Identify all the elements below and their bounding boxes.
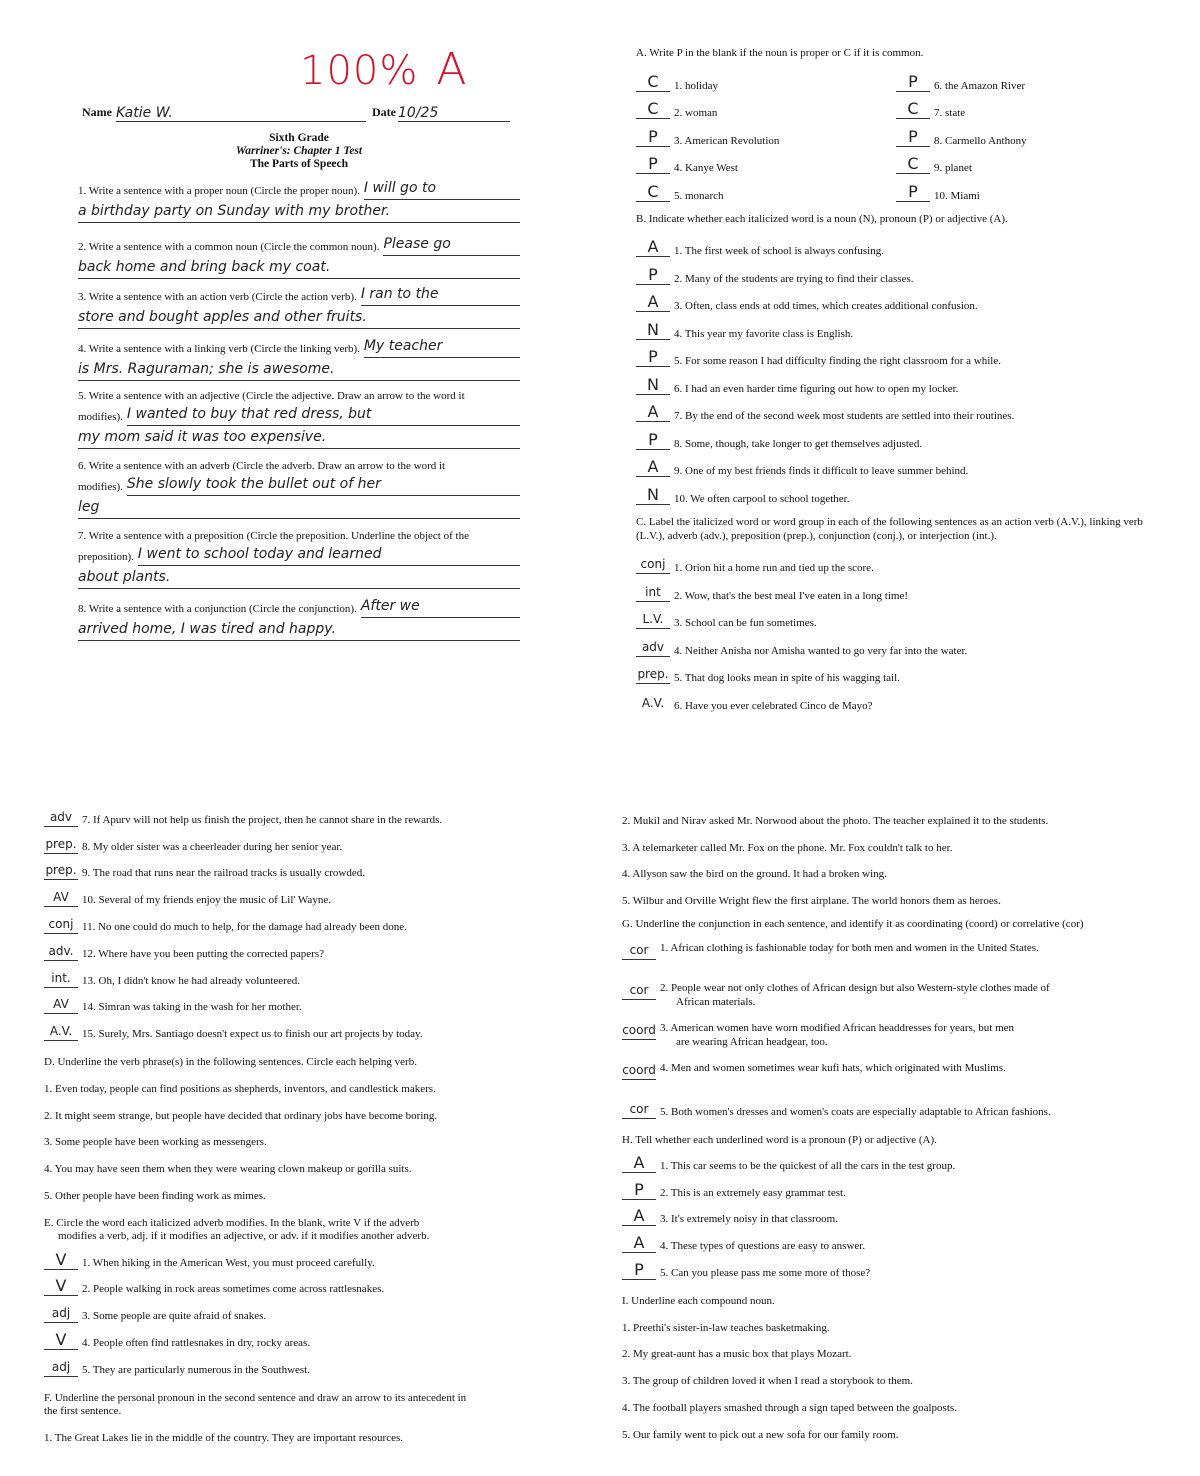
answer-blank[interactable]: P: [636, 155, 670, 174]
name-label: Name: [82, 105, 112, 119]
answer-blank[interactable]: V: [44, 1331, 78, 1350]
question-3: [78, 283, 520, 306]
test-title: [78, 132, 520, 171]
item-text: 6. Have you ever celebrated Cinco de Mayo?: [674, 699, 873, 712]
list-item: [636, 422, 1156, 450]
list-item: 3. A telemarketer called Mr. Fox on the phone. Mr. Fox couldn't talk to her.: [622, 841, 953, 854]
question-prompt-cont: modifies).: [78, 481, 123, 493]
list-item: [44, 827, 544, 854]
item-text: 15. Surely, Mrs. Santiago doesn't expect us to finish our art projects by today.: [82, 1028, 423, 1041]
answer-blank[interactable]: P: [896, 128, 930, 147]
name-date-row: [78, 96, 520, 126]
answer-blank[interactable]: int: [636, 583, 670, 602]
list-item: 4. Allyson saw the bird on the ground. It had a broken wing.: [622, 868, 887, 881]
list-item: [44, 1350, 544, 1377]
answer-blank[interactable]: P: [622, 1181, 656, 1200]
answer-line[interactable]: She slowly took the bullet out of her: [127, 473, 520, 496]
answer-line[interactable]: leg: [78, 496, 520, 519]
answer-blank[interactable]: P: [896, 183, 930, 202]
item-text: 5. Can you please pass me some more of those?: [660, 1266, 871, 1279]
item-text: 8. Carmello Anthony: [934, 134, 1027, 147]
date-field[interactable]: 10/25: [398, 105, 510, 122]
item-text: 2. People wear not only clothes of African design but also Western-style clothes made of: [660, 982, 1050, 995]
answer-blank[interactable]: AV: [44, 995, 78, 1014]
item-text: 9. One of my best friends finds it difficult to leave summer behind.: [674, 465, 969, 477]
answer-blank[interactable]: cor: [622, 981, 656, 1000]
question-6: [78, 473, 520, 496]
item-text: 3. School can be fun sometimes.: [674, 617, 817, 629]
item-text: 4. Kanye West: [674, 162, 738, 174]
list-item: 2. My great-aunt has a music box that plays Mozart.: [622, 1348, 852, 1361]
answer-blank[interactable]: A: [636, 293, 670, 312]
answer-line[interactable]: a birthday party on Sunday with my brother.: [78, 200, 520, 223]
list-item: [896, 119, 1156, 147]
list-item: [636, 92, 896, 120]
item-text: 12. Where have you been putting the corrected papers?: [82, 947, 324, 960]
list-item: [636, 477, 1156, 505]
list-item: [622, 1253, 1162, 1280]
item-text: 9. The road that runs near the railroad tracks is usually crowded.: [82, 867, 365, 880]
question-prompt-cont: preposition).: [78, 551, 134, 563]
list-item: [44, 961, 544, 988]
item-text: 2. People walking in rock areas sometimes come across rattlesnakes.: [82, 1283, 385, 1296]
answer-blank[interactable]: coord: [622, 1061, 656, 1080]
question-prompt: 2. Write a sentence with a common noun (Circle the common noun).: [78, 241, 380, 253]
grade-letter: A: [436, 44, 468, 95]
item-text: 5. Both women's dresses and women's coats are especially adaptable to African fashions.: [660, 1106, 1051, 1119]
list-item: [636, 174, 896, 202]
item-text: 3. Some people are quite afraid of snakes.: [82, 1310, 267, 1323]
item-text: 14. Simran was taking in the wash for her mother.: [82, 1001, 302, 1014]
question-1: [78, 177, 520, 200]
item-text-cont: African materials.: [676, 996, 756, 1009]
list-item: [636, 119, 896, 147]
answer-line[interactable]: I will go to: [364, 177, 520, 200]
answer-line[interactable]: is Mrs. Raguraman; she is awesome.: [78, 358, 520, 381]
list-item: [44, 988, 544, 1015]
section-i-heading: I. Underline each compound noun.: [622, 1294, 775, 1307]
question-5: [78, 403, 520, 426]
list-item: 2. It might seem strange, but people have decided that ordinary jobs have become boring.: [44, 1109, 438, 1122]
list-item: [636, 230, 1156, 258]
title-grade: Sixth Grade: [269, 132, 329, 144]
question-prompt: 7. Write a sentence with a preposition (Circle the preposition. Underline the object of the: [78, 530, 469, 542]
section-a-right: [896, 64, 1156, 202]
answer-blank[interactable]: P: [636, 431, 670, 450]
answer-blank[interactable]: A.V.: [641, 695, 665, 710]
item-text: 5. monarch: [674, 189, 724, 202]
list-item: [622, 1173, 1162, 1200]
list-item: 2. Mukil and Nirav asked Mr. Norwood about the photo. The teacher explained it to the students.: [622, 814, 1049, 827]
question-7: [78, 543, 520, 566]
item-text-cont: are wearing African headgear, too.: [676, 1036, 828, 1049]
list-item: [896, 147, 1156, 175]
date-label: Date: [372, 105, 396, 119]
item-text: 8. My older sister was a cheerleader during her senior year.: [82, 840, 343, 853]
answer-blank[interactable]: N: [636, 486, 670, 505]
list-item: [44, 1243, 544, 1270]
answer-blank[interactable]: V: [44, 1277, 78, 1296]
answer-blank[interactable]: adv: [636, 638, 670, 657]
list-item: [636, 340, 1156, 368]
item-text: 7. By the end of the second week most students are settled into their routines.: [674, 410, 1015, 422]
list-item: [636, 64, 896, 92]
list-item: [44, 854, 544, 881]
list-item: 1. Even today, people can find positions as shepherds, inventors, and candlestick makers.: [44, 1082, 436, 1095]
question-prompt: 4. Write a sentence with a linking verb (Circle the linking verb).: [78, 343, 360, 355]
quiz-page-2: [636, 40, 1156, 712]
item-text: 10. Several of my friends enjoy the music of Lil' Wayne.: [82, 894, 331, 907]
list-item: [44, 1014, 544, 1041]
item-text: 7. If Apurv will not help us finish the project, then he cannot share in the rewards.: [82, 813, 443, 826]
list-item: 5. Wilbur and Orville Wright flew the first airplane. The world honors them as heroes.: [622, 895, 1001, 908]
item-text: 2. Wow, that's the best meal I've eaten in a long time!: [674, 589, 909, 602]
item-text: 3. American Revolution: [674, 134, 780, 147]
item-text: 6. I had an even harder time figuring out how to open my locker.: [674, 382, 959, 395]
answer-line[interactable]: I went to school today and learned: [138, 543, 520, 566]
answer-blank[interactable]: adj: [44, 1358, 78, 1377]
list-item: [636, 684, 1156, 712]
answer-blank[interactable]: C: [896, 100, 930, 119]
answer-line[interactable]: arrived home, I was tired and happy.: [78, 618, 520, 641]
answer-blank[interactable]: AV: [44, 888, 78, 907]
section-e-heading: E. Circle the word each italicized adverb modifies. In the blank, write V if the adverb: [44, 1216, 420, 1229]
section-a-left: [636, 64, 896, 202]
item-text: 2. This is an extremely easy grammar test.: [660, 1186, 846, 1199]
item-text: 4. This year my favorite class is English.: [674, 327, 854, 340]
item-text: 9. planet: [934, 162, 972, 174]
answer-blank[interactable]: prep.: [636, 665, 670, 684]
question-prompt-cont: modifies).: [78, 411, 123, 423]
answer-line[interactable]: I ran to the: [361, 283, 520, 306]
question-4: [78, 335, 520, 358]
answer-line[interactable]: my mom said it was too expensive.: [78, 426, 520, 449]
item-text: 10. Miami: [934, 189, 980, 202]
section-c-list: [636, 547, 1156, 712]
list-item: [44, 1323, 544, 1350]
item-text: 5. They are particularly numerous in the Southwest.: [82, 1363, 310, 1376]
list-item: 1. Preethi's sister-in-law teaches basketmaking.: [622, 1321, 830, 1334]
item-text: 6. the Amazon River: [934, 79, 1026, 92]
list-item: 4. You may have seen them when they were wearing clown makeup or gorilla suits.: [44, 1163, 412, 1176]
answer-blank[interactable]: conj: [44, 915, 78, 934]
list-item: [636, 312, 1156, 340]
list-item: [622, 1015, 1162, 1055]
quiz-page-1: [78, 40, 520, 641]
answer-blank[interactable]: coord: [622, 1021, 656, 1040]
item-text: 2. woman: [674, 107, 718, 119]
question-prompt: 6. Write a sentence with an adverb (Circle the adverb. Draw an arrow to the word it: [78, 460, 446, 472]
item-text: 7. state: [934, 107, 966, 119]
section-g-list: [622, 935, 1162, 1119]
item-text: 3. Often, class ends at odd times, which creates additional confusion.: [674, 300, 978, 312]
section-b-list: [636, 230, 1156, 505]
answer-blank[interactable]: adj: [44, 1304, 78, 1323]
list-item: [44, 907, 544, 934]
answer-line[interactable]: My teacher: [364, 335, 520, 358]
list-item: [44, 934, 544, 961]
question-prompt: 3. Write a sentence with an action verb (Circle the action verb).: [78, 291, 357, 303]
list-item: [636, 395, 1156, 423]
item-text: 1. holiday: [674, 79, 718, 92]
title-topic: The Parts of Speech: [249, 158, 349, 170]
list-item: [622, 1200, 1162, 1227]
list-item: 3. Some people have been working as messengers.: [44, 1136, 267, 1149]
list-item: [636, 257, 1156, 285]
answer-blank[interactable]: L.V.: [636, 610, 670, 629]
answer-blank[interactable]: N: [636, 376, 670, 395]
answer-line[interactable]: Please go: [383, 233, 520, 256]
quiz-page-3: [44, 800, 544, 1444]
item-text: 4. These types of questions are easy to answer.: [660, 1240, 866, 1253]
list-item: 1. The Great Lakes lie in the middle of the country. They are important resources.: [44, 1432, 404, 1445]
section-b-heading: B. Indicate whether each italicized word is a noun (N), pronoun (P) or adjective (A).: [636, 212, 1008, 225]
answer-blank[interactable]: P: [636, 348, 670, 367]
list-item: [636, 367, 1156, 395]
list-item: [622, 935, 1162, 975]
section-g-heading: G. Underline the conjunction in each sentence, and identify it as coordinating (coord) or correlative (cor): [622, 918, 1084, 931]
item-text: 1. When hiking in the American West, you must proceed carefully.: [82, 1256, 375, 1269]
answer-line[interactable]: back home and bring back my coat.: [78, 256, 520, 279]
item-text: 8. Some, though, take longer to get themselves adjusted.: [674, 437, 923, 450]
answer-line[interactable]: I wanted to buy that red dress, but: [127, 403, 520, 426]
answer-blank[interactable]: C: [636, 183, 670, 202]
answer-blank[interactable]: int.: [44, 969, 78, 988]
section-h-heading: H. Tell whether each underlined word is a pronoun (P) or adjective (A).: [622, 1133, 937, 1146]
item-text: 3. It's extremely noisy in that classroom.: [660, 1213, 838, 1226]
list-item: [636, 574, 1156, 602]
answer-blank[interactable]: P: [622, 1261, 656, 1280]
answer-blank[interactable]: N: [636, 321, 670, 340]
question-prompt: 8. Write a sentence with a conjunction (Circle the conjunction).: [78, 603, 357, 615]
item-text: 1. This car seems to be the quickest of all the cars in the test group.: [660, 1159, 956, 1172]
list-item: [622, 1146, 1162, 1173]
quiz-page-4: [622, 800, 1162, 1441]
list-item: [636, 450, 1156, 478]
list-item: [636, 147, 896, 175]
answer-line[interactable]: about plants.: [78, 566, 520, 589]
list-item: 5. Our family went to pick out a new sofa for our family room.: [622, 1428, 899, 1441]
answer-blank[interactable]: prep.: [44, 861, 78, 880]
section-f-heading-cont: the first sentence.: [44, 1404, 122, 1417]
answer-line[interactable]: store and bought apples and other fruits.: [78, 306, 520, 329]
list-item: [622, 1055, 1162, 1095]
list-item: [896, 174, 1156, 202]
section-a-list: [636, 64, 1156, 202]
item-text: 1. African clothing is fashionable today for both men and women in the United States.: [660, 942, 1039, 955]
item-text: 5. That dog looks mean in spite of his wagging tail.: [674, 672, 900, 684]
answer-blank[interactable]: A: [636, 403, 670, 422]
answer-blank[interactable]: prep.: [44, 835, 78, 854]
answer-blank[interactable]: C: [896, 155, 930, 174]
list-item: [896, 92, 1156, 120]
list-item: [636, 547, 1156, 575]
answer-blank[interactable]: P: [636, 266, 670, 285]
question-prompt: 5. Write a sentence with an adjective (Circle the adjective. Draw an arrow to the word it: [78, 390, 465, 402]
section-d-heading: D. Underline the verb phrase(s) in the following sentences. Circle each helping verb.: [44, 1055, 417, 1068]
question-2: [78, 233, 520, 256]
item-text: 2. Many of the students are trying to find their classes.: [674, 272, 914, 285]
answer-blank[interactable]: P: [636, 128, 670, 147]
item-text: 4. Men and women sometimes wear kufi hats, which originated with Muslims.: [660, 1062, 1006, 1075]
answer-blank[interactable]: A: [622, 1154, 656, 1173]
list-item: 3. The group of children loved it when I read a storybook to them.: [622, 1375, 913, 1388]
item-text: 10. We often carpool to school together.: [674, 492, 850, 505]
section-a-heading: A. Write P in the blank if the noun is proper or C if it is common.: [636, 47, 924, 59]
answer-blank[interactable]: A: [622, 1207, 656, 1226]
answer-blank[interactable]: A.V.: [44, 1022, 78, 1041]
answer-blank[interactable]: V: [44, 1251, 78, 1270]
answer-blank[interactable]: cor: [622, 1100, 656, 1119]
answer-blank[interactable]: C: [636, 73, 670, 92]
answer-line[interactable]: After we: [361, 595, 520, 618]
item-text: 4. People often find rattlesnakes in dry, rocky areas.: [82, 1336, 311, 1349]
item-text: 3. American women have worn modified African headdresses for years, but men: [660, 1022, 1015, 1035]
list-item: [44, 880, 544, 907]
section-c-list-cont: [44, 800, 544, 1041]
item-text: 4. Neither Anisha nor Amisha wanted to go very far into the water.: [674, 644, 968, 657]
list-item: [44, 1296, 544, 1323]
answer-blank[interactable]: P: [896, 73, 930, 92]
grade-percent: 100%: [300, 48, 419, 94]
list-item: [44, 800, 544, 827]
list-item: [636, 657, 1156, 685]
item-text: 1. Orion hit a home run and tied up the score.: [674, 562, 874, 574]
item-text: 1. The first week of school is always confusing.: [674, 245, 884, 257]
item-text: 11. No one could do much to help, for the damage had already been done.: [82, 920, 407, 933]
answer-blank[interactable]: A: [636, 458, 670, 477]
item-text: 13. Oh, I didn't know he had already volunteered.: [82, 974, 300, 987]
section-c-heading: C. Label the italicized word or word group in each of the following sentences as an action verb (A.V.), linking verb (L.V.), adverb (adv.), preposition (prep.), conjunction (conj.), or interjection (int.).: [636, 515, 1143, 542]
list-item: [636, 629, 1156, 657]
question-8: [78, 595, 520, 618]
list-item: [44, 1270, 544, 1297]
list-item: [622, 975, 1162, 1015]
name-field[interactable]: Katie W.: [116, 105, 366, 122]
answer-blank[interactable]: cor: [622, 941, 656, 960]
answer-blank[interactable]: adv: [44, 808, 78, 827]
list-item: 4. The football players smashed through a sign taped between the goalposts.: [622, 1401, 957, 1414]
list-item: 5. Other people have been finding work as mimes.: [44, 1189, 266, 1202]
answer-blank[interactable]: A: [622, 1234, 656, 1253]
list-item: [622, 1226, 1162, 1253]
list-item: [636, 285, 1156, 313]
title-chapter: Warriner's: Chapter 1 Test: [235, 145, 363, 157]
list-item: [896, 64, 1156, 92]
question-prompt: 1. Write a sentence with a proper noun (Circle the proper noun).: [78, 185, 360, 197]
answer-blank[interactable]: A: [636, 238, 670, 257]
list-item: [622, 1095, 1162, 1119]
list-item: [636, 602, 1156, 630]
section-e-heading-cont: modifies a verb, adj. if it modifies an adjective, or adv. if it modifies another adverb.: [58, 1229, 430, 1242]
answer-blank[interactable]: C: [636, 100, 670, 119]
answer-blank[interactable]: conj: [636, 555, 670, 574]
answer-blank[interactable]: adv.: [44, 942, 78, 961]
item-text: 5. For some reason I had difficulty finding the right classroom for a while.: [674, 355, 1001, 367]
section-f-heading: F. Underline the personal pronoun in the second sentence and draw an arrow to its antecedent in: [44, 1391, 467, 1404]
